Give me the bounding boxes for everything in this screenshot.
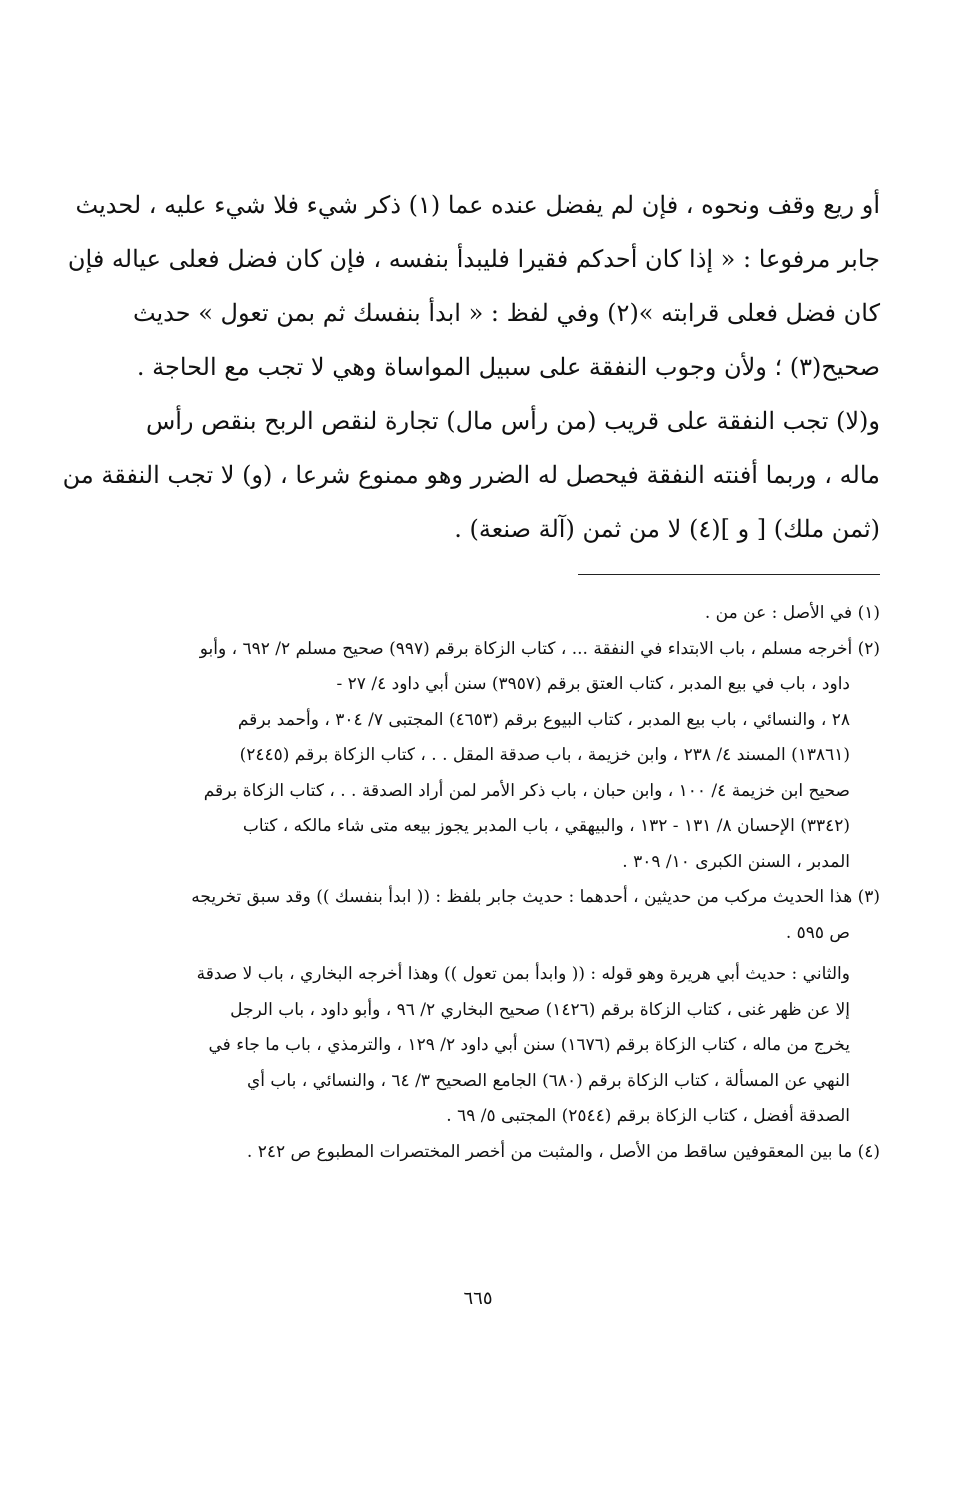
footnote-line: داود ، باب في بيع المدبر ، كتاب العتق برقم (٣٩٥٧) سنن أبي داود ٤/ ٢٧ -: [336, 674, 850, 694]
main-text-line: كان فضل فعلى قرابته »(٢) وفي لفظ : « ابدأ بنفسك ثم بمن تعول » حديث: [132, 299, 880, 327]
main-text-line: و(لا) تجب النفقة على قريب (من رأس مال) تجارة لنقص الربح بنقص رأس: [145, 407, 880, 435]
footnote-line: يخرج من ماله ، كتاب الزكاة برقم (١٦٧٦) سنن أبي داود ٢/ ١٢٩ ، والترمذي ، باب ما جاء في: [208, 1035, 850, 1055]
footnote-line: المدبر ، السنن الكبرى ١٠/ ٣٠٩ .: [622, 851, 850, 872]
footnote-3: (٣) هذا الحديث مركب من حديثين ، أحدهما : حديث جابر بلفظ : (( ابدأ بنفسك )) وقد سبق تخريجه: [191, 887, 880, 907]
footnote-line: (٣٣٤٢) الإحسان ٨/ ١٣١ - ١٣٢ ، والبيهقي ، باب المدبر يجوز بيعه متى شاء مالكه ، كتاب: [242, 816, 850, 836]
main-text-line: صحيح(٣) ؛ ولأن وجوب النفقة على سبيل المواساة وهي لا تجب مع الحاجة .: [136, 353, 880, 381]
main-text-line: ماله ، وربما أفنته النفقة فيحصل له الضرر وهو ممنوع شرعا ، (و) لا تجب النفقة من: [62, 461, 880, 489]
footnote-line: إلا عن ظهر غنى ، كتاب الزكاة برقم (١٤٢٦) صحيح البخاري ٢/ ٩٦ ، وأبو داود ، باب الرجل: [230, 999, 850, 1020]
footnote-line: ص ٥٩٥ .: [785, 922, 850, 943]
footnote-line: والثاني : حديث أبي هريرة وهو قوله : (( وابدأ بمن تعول )) وهذا أخرجه البخاري ، باب لا صدقة: [196, 964, 850, 984]
footnote-line: ٢٨ ، والنسائي ، باب بيع المدبر ، كتاب البيوع برقم (٤٦٥٣) المجتبى ٧/ ٣٠٤ ، وأحمد برقم: [237, 709, 850, 730]
main-text-block: [62, 178, 880, 556]
footnote-4: (٤) ما بين المعقوفين ساقط من الأصل ، والمثبت من أخصر المختصرات المطبوع ص ٢٤٢ .: [246, 1141, 880, 1162]
page-number: ٦٦٥: [463, 1288, 493, 1309]
footnote-2: (٢) أخرجه مسلم ، باب الابتداء في النفقة ... ، كتاب الزكاة برقم (٩٩٧) صحيح مسلم ٢/ ٦٩٢ ، وأبو: [199, 638, 880, 659]
main-text-line: أو ريع وقف ونحوه ، فإن لم يفضل عنده عما (١) ذكر شيء فلا شيء عليه ، لحديث: [75, 191, 880, 219]
footnote-line: الصدقة أفضل ، كتاب الزكاة برقم (٢٥٤٤) المجتبى ٥/ ٦٩ .: [446, 1106, 850, 1126]
footnote-line: صحيح ابن خزيمة ٤/ ١٠٠ ، وابن حبان ، باب ذكر الأمر لمن أراد الصدقة . . ، كتاب الزكاة برقم: [203, 780, 850, 801]
footnotes-block: [112, 596, 880, 1170]
footnote-1: (١) في الأصل : عن من .: [704, 603, 880, 623]
footnote-line: النهي عن المسألة ، كتاب الزكاة برقم (٦٨٠) الجامع الصحيح ٣/ ٦٤ ، والنسائي ، باب أي: [246, 1070, 850, 1091]
main-text-line: جابر مرفوعا : « إذا كان أحدكم فقيرا فليبدأ بنفسه ، فإن كان فضل فعلى عياله فإن: [67, 245, 880, 273]
footnote-divider: [578, 574, 880, 575]
footnote-line: (١٣٨٦١) المسند ٤/ ٢٣٨ ، وابن خزيمة ، باب صدقة المقل . . ، كتاب الزكاة برقم (٢٤٤٥): [239, 745, 850, 765]
main-text-line: (ثمن ملك) [ و ](٤) لا من ثمن (آلة صنعة) .: [454, 515, 880, 543]
